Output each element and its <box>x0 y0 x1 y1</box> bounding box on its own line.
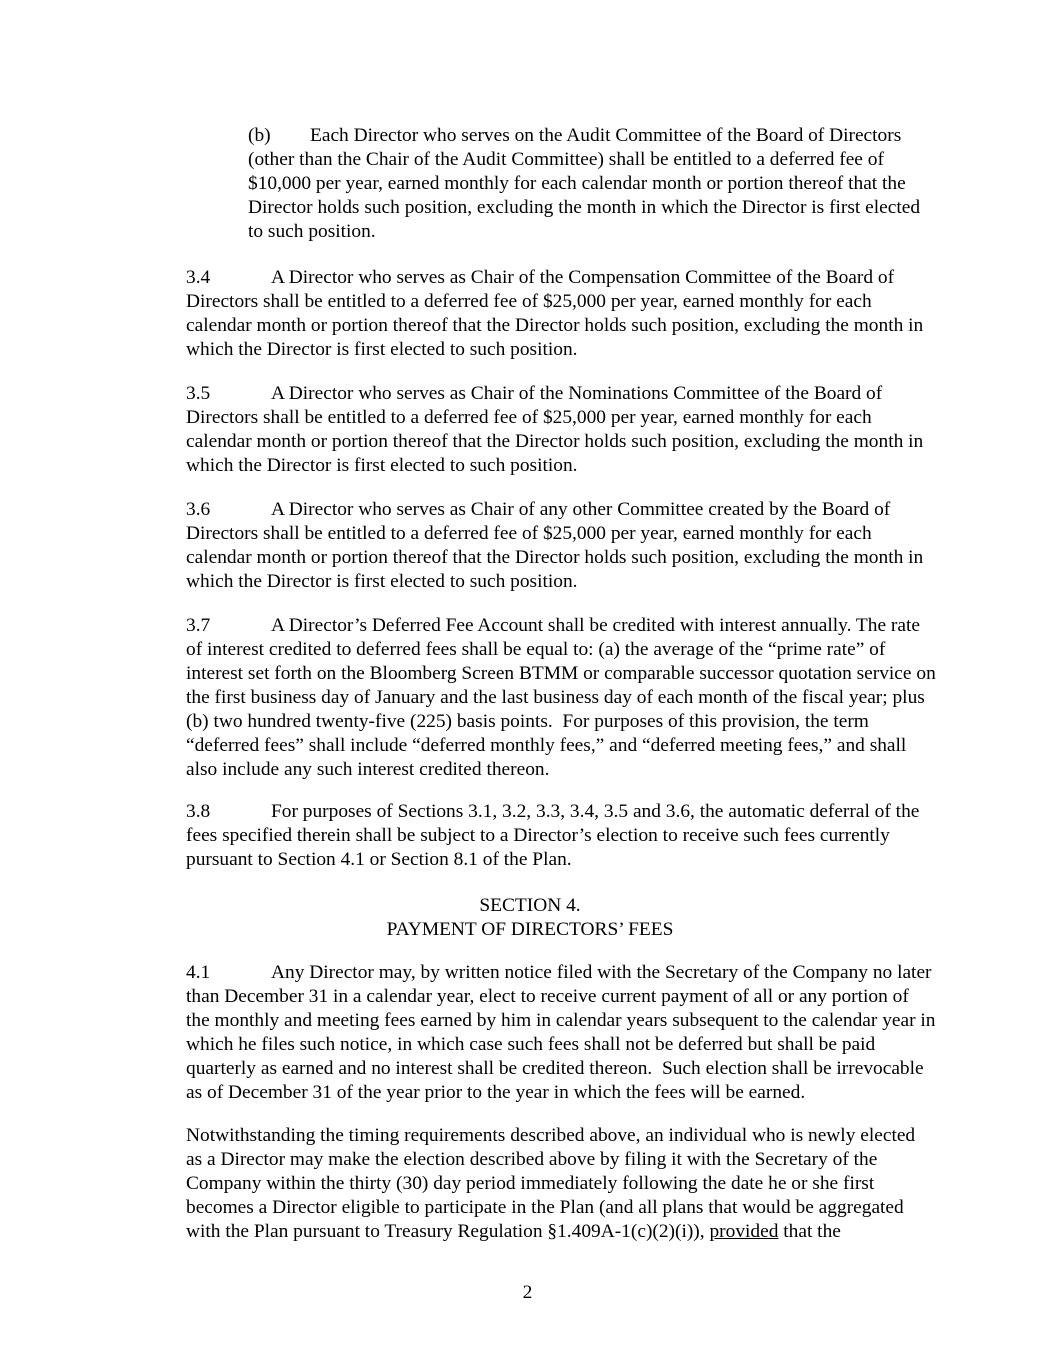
heading-line-2: PAYMENT OF DIRECTORS’ FEES <box>386 919 674 940</box>
paragraph-text: Notwithstanding the timing requirements described above, an individual who is newly elected as a Director may make the election described above by filing it with the Secretary of the Company within the thirty (30) day period immediately following the date he or she first becomes a Director eligible to participate in the Plan (and all plans that would be aggregated with the Plan pursuant to Treasury Regulation §1.409A-1(c)(2)(i)), <box>186 1125 920 1242</box>
section-text: A Director’s Deferred Fee Account shall be credited with interest annually. The rate of interest credited to deferred fees shall be equal to: (a) the average of the “prime rate” of interest set forth on the Bloomberg Screen BTMM or comparable successor quotation service on the first business day of January and the last business day of each month of the fiscal year; plus (b) two hundred twenty-five (225) basis points. For purposes of this provision, the term “deferred fees” shall include “deferred monthly fees,” and “deferred meeting fees,” and shall also include any such interest credited thereon. <box>186 615 941 780</box>
section-text: A Director who serves as Chair of any other Committee created by the Board of Directors shall be entitled to a deferred fee of $25,000 per year, earned monthly for each calendar month or portion thereof that the Director holds such position, excluding the month in which the Director is first elected to such position. <box>186 499 929 592</box>
section-number: 3.4 <box>186 267 211 288</box>
section-text: A Director who serves as Chair of the Nominations Committee of the Board of Directors shall be entitled to a deferred fee of $25,000 per year, earned monthly for each calendar month or portion thereof that the Director holds such position, excluding the month in which the Director is first elected to such position. <box>186 383 929 476</box>
underlined-term: provided <box>709 1221 779 1242</box>
paragraph-text: Each Director who serves on the Audit Committee of the Board of Directors (other than the Chair of the Audit Committee) shall be entitled to a deferred fee of $10,000 per year, earned monthly for each calendar month or portion thereof that the Director holds such position, excluding the month in which the Director is first elected to such position. <box>248 125 925 242</box>
section-number: 3.6 <box>186 499 211 520</box>
section-3-4 <box>124 266 936 362</box>
paragraph-3-3-b <box>186 124 936 244</box>
section-text: Any Director may, by written notice filed with the Secretary of the Company no later than December 31 in a calendar year, elect to receive current payment of all or any portion of the monthly and meeting fees earned by him in calendar years subsequent to the calendar year in which he files such notice, in which case such fees shall not be deferred but shall be paid quarterly as earned and no interest shall be credited thereon. Such election shall be irrevocable as of December 31 of the year prior to the year in which the fees will be earned. <box>186 962 941 1103</box>
notwithstanding-paragraph <box>124 1124 936 1244</box>
section-text: A Director who serves as Chair of the Compensation Committee of the Board of Directors shall be entitled to a deferred fee of $25,000 per year, earned monthly for each calendar month or portion thereof that the Director holds such position, excluding the month in which the Director is first elected to such position. <box>186 267 929 360</box>
section-number: 3.5 <box>186 383 211 404</box>
section-number: 3.8 <box>186 801 211 822</box>
section-3-6 <box>124 498 936 594</box>
section-3-8 <box>124 800 936 872</box>
page-number: 2 <box>522 1282 533 1303</box>
section-text: For purposes of Sections 3.1, 3.2, 3.3, 3.4, 3.5 and 3.6, the automatic deferral of the fees specified therein shall be subject to a Director’s election to receive such fees currently pursuant to Section 4.1 or Section 8.1 of the Plan. <box>186 801 925 870</box>
section-number: 3.7 <box>186 615 211 636</box>
section-3-5 <box>124 382 936 478</box>
paragraph-label: (b) <box>248 125 271 146</box>
section-3-7 <box>124 614 941 782</box>
heading-line-1: SECTION 4. <box>479 895 581 916</box>
paragraph-trailing-text: that the <box>778 1221 841 1242</box>
section-4-heading <box>124 894 936 942</box>
section-4-1 <box>124 961 941 1105</box>
section-number: 4.1 <box>186 962 211 983</box>
